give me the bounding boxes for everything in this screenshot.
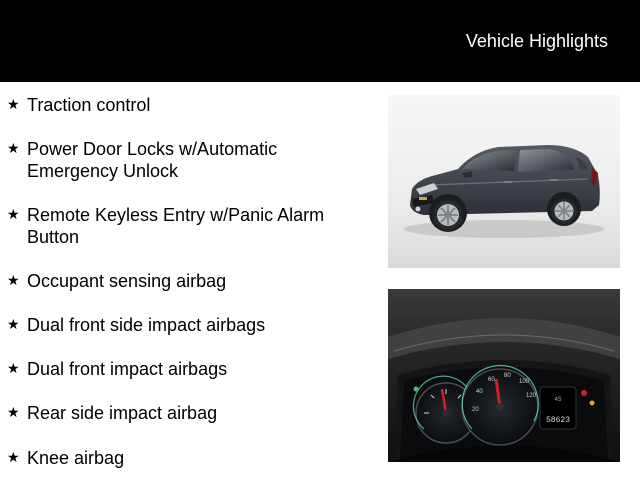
star-icon: ★ [7,272,20,288]
feature-label: Traction control [27,95,151,115]
star-icon: ★ [7,96,20,112]
svg-text:40: 40 [476,389,483,395]
odometer-readout: 58623 [545,416,571,425]
feature-item [7,138,357,182]
feature-item [7,402,357,424]
star-icon: ★ [7,206,20,222]
feature-label: Knee airbag [27,448,125,468]
star-icon: ★ [7,404,20,420]
feature-item [7,358,357,380]
star-icon: ★ [7,449,20,465]
svg-text:80: 80 [504,373,511,379]
vehicle-exterior-photo [388,95,620,268]
svg-text:100: 100 [519,379,530,385]
feature-label: Occupant sensing airbag [27,271,227,291]
feature-item [7,204,357,248]
page-title: Vehicle Highlights [465,31,608,51]
feature-item [7,94,357,116]
star-icon: ★ [7,360,20,376]
star-icon: ★ [7,140,20,156]
feature-label: Remote Keyless Entry w/Panic Alarm Button [27,205,325,247]
feature-label: Power Door Locks w/Automatic Emergency Unlock [27,139,278,181]
feature-item [7,270,357,292]
feature-label: Dual front side impact airbags [27,315,266,335]
range-readout: 45 [554,396,562,403]
svg-text:60: 60 [488,377,495,383]
instrument-cluster-photo [388,289,620,462]
star-icon: ★ [7,316,20,332]
svg-text:120: 120 [526,393,537,399]
svg-text:20: 20 [472,407,479,413]
feature-item [7,447,357,469]
feature-label: Rear side impact airbag [27,403,218,423]
feature-label: Dual front impact airbags [27,359,228,379]
feature-item [7,314,357,336]
